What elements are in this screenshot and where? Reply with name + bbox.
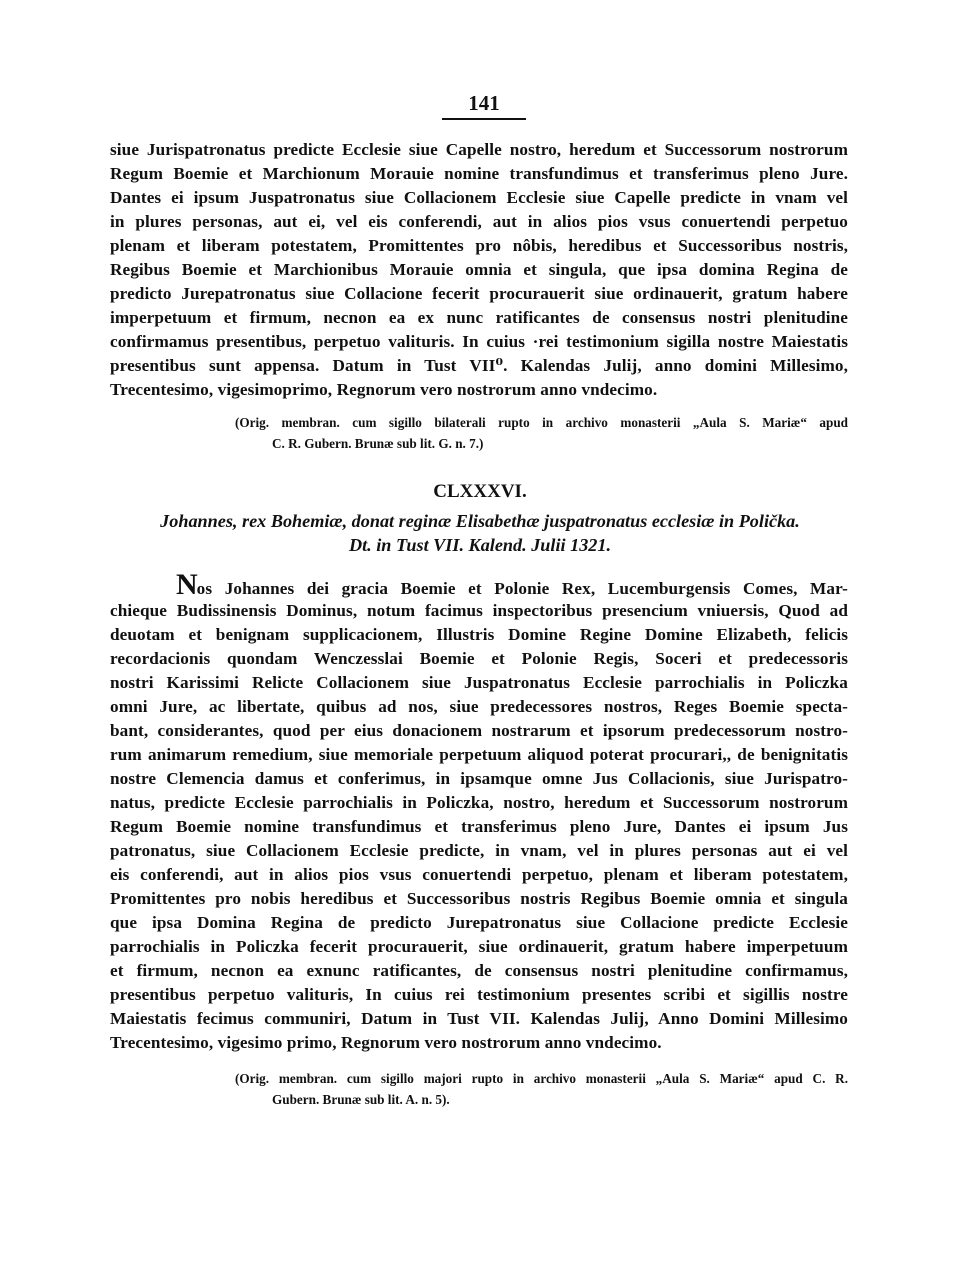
document-rubric: Johannes, rex Bohemiæ, donat reginæ Elisabethæ juspatronatus ecclesiæ in Poličkа.: [160, 511, 800, 531]
text-line: plenam et liberam potestatem, Promittentes pro nôbis, heredibus et Successoribus nostris,: [110, 236, 848, 255]
text-line: patronatus, siue Collacionem Ecclesie predicte, in vnam, vel in plures personas aut ei vel: [110, 841, 848, 860]
text-line: omni Jure, ac libertate, quibus ad nos, siue predecessores nostros, Reges Boemie specta-: [110, 697, 848, 716]
text-line: Promittentes pro nobis heredibus et Successoribus nostris Regibus Boemie omnia et singula: [110, 889, 848, 908]
header-rule: [442, 118, 526, 120]
text-line: deuotam et benignam supplicacionem, Illustris Domine Regine Domine Elizabeth, felicis: [110, 625, 848, 644]
note-line: (Orig. membran. cum sigillo majori rupto in archivo monasterii „Aula S. Mariæ“ apud C. R.: [235, 1071, 848, 1086]
text-line: presentibus sunt appensa. Datum in Tust VII⁰. Kalendas Julij, anno domini Millesimo,: [110, 356, 848, 375]
text-line: Dantes ei ipsum Juspatronatus siue Collacionem Ecclesie siue Capelle predicte in vnam vel: [110, 188, 848, 207]
text-line: imperpetuum et firmum, necnon ea ex nunc ratificantes de consensus nostri plenitudine: [110, 308, 848, 327]
text-line: eis conferendi, aut in alios pios vsus conuertendi perpetuo, plenam et liberam potestatem,: [110, 865, 848, 884]
text-line: recordacionis quondam Wenczesslai Boemie et Polonie Regis, Soceri et predecessoris: [110, 649, 848, 668]
text-line: in plures personas, aut ei, vel eis conferendi, aut in alios pios vsus conuertendi perpetuo: [110, 212, 848, 231]
text-line: predicto Jurepatronatus siue Collacione fecerit procurauerit siue ordinauerit, gratum habere: [110, 284, 848, 303]
text-line: et firmum, necnon ea exnunc ratificantes, de consensus nostri plenitudine confirmamus,: [110, 961, 848, 980]
note-line: (Orig. membran. cum sigillo bilaterali rupto in archivo monasterii „Aula S. Mariæ“ apud: [235, 415, 848, 430]
source-note: [235, 412, 848, 454]
text-line: chieque Budissinensis Dominus, notum facimus inspectoribus presencium vniuersis, Quod ad: [110, 601, 848, 620]
text-line: Maiestatis fecimus communiri, Datum in Tust VII. Kalendas Julij, Anno Domini Millesimo: [110, 1009, 848, 1028]
text-line: Trecentesimo, vigesimoprimo, Regnorum vero nostrorum anno vndecimo.: [110, 380, 658, 399]
text-line: Regum Boemie nomine transfundimus et transferimus pleno Jure, Dantes ei ipsum Jus: [110, 817, 848, 836]
text-line: nostre Clemencia damus et conferimus, in ipsamque omne Jus Collacionis, siue Jurispatro-: [110, 769, 848, 788]
charter-continuation: [110, 138, 848, 402]
first-line-text: os Johannes dei gracia Boemie et Polonie Rex, Lucemburgensis Comes, Mar-: [196, 579, 848, 598]
text-line: Trecentesimo, vigesimo primo, Regnorum vero nostrorum anno vndecimo.: [110, 1033, 662, 1052]
text-line: Regibus Boemie et Marchionibus Morauie omnia et singula, que ipsa domina Regina de: [110, 260, 848, 279]
text-line: Regum Boemie et Marchionum Morauie nomine transfundimus et transferimus pleno Jure.: [110, 164, 848, 183]
page-header: [442, 90, 526, 120]
text-line: rum animarum remedium, siue memoriale perpetuum aliquod poterat procurari,, de benignitatis: [110, 745, 848, 764]
text-line: siue Jurispatronatus predicte Ecclesie siue Capelle nostro, heredum et Successorum nostrorum: [110, 140, 848, 159]
text-line: presentibus perpetuo valituris, In cuius rei testimonium presentes scribi et sigillis nostre: [110, 985, 848, 1004]
text-line: bant, considerantes, quod per eius donacionem nostrarum et ipsorum predecessorum nostro-: [110, 721, 848, 740]
charter-text: [110, 568, 848, 1055]
text-line: parrochialis in Policzka fecerit procurauerit, siue ordinauerit, gratum habere imperpetuum: [110, 937, 848, 956]
text-line: natus, predicte Ecclesie parrochialis in Policzka, nostro, heredum et Successorum nostrorum: [110, 793, 848, 812]
document-number: CLXXXVI.: [433, 481, 527, 502]
source-note-2: [235, 1068, 848, 1110]
note-line: Gubern. Brunæ sub lit. A. n. 5).: [272, 1092, 450, 1107]
note-line: C. R. Gubern. Brunæ sub lit. G. n. 7.): [272, 436, 484, 451]
document-date: Dt. in Tust VII. Kalend. Julii 1321.: [348, 535, 612, 555]
text-line-first: [110, 568, 848, 601]
text-line: que ipsa Domina Regina de predicto Jurepatronatus siue Collacione predicte Ecclesie: [110, 913, 848, 932]
text-line: confirmamus presentibus, perpetuo valituris. In cuius ·rei testimonium sigilla nostre Maiestatis: [110, 332, 848, 351]
drop-initial: N: [176, 568, 197, 601]
page-number: 141: [468, 91, 500, 115]
text-line: nostri Karissimi Relicte Collacionem siue Juspatronatus Ecclesie parrochialis in Policzka: [110, 673, 848, 692]
